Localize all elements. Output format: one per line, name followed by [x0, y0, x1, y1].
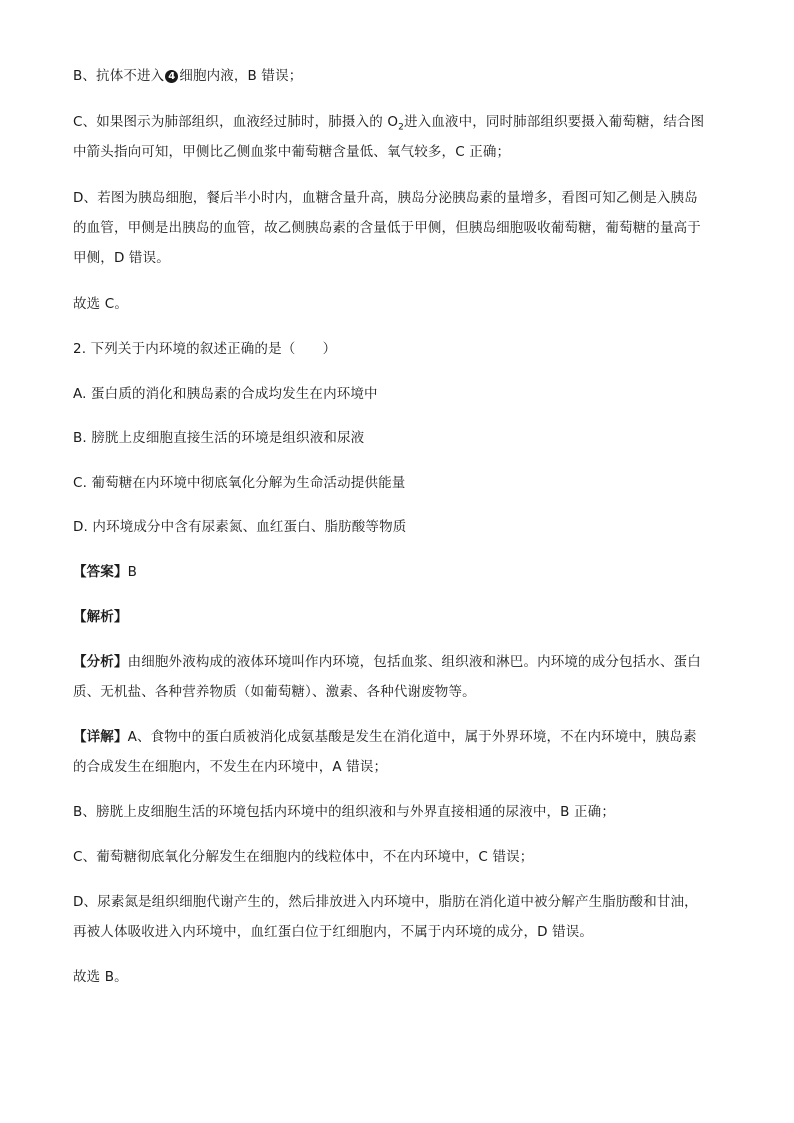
answer-value: B [127, 564, 138, 580]
text-line: 【详解】A、食物中的蛋白质被消化成氨基酸是发生在消化道中，属于外界环境，不在内环境中，胰岛素 [73, 729, 697, 745]
text-line: B、膀胱上皮细胞生活的环境包括内环境中的组织液和与外界直接相通的尿液中，B 正确； [73, 804, 615, 820]
text-line: 的合成发生在细胞内，不发生在内环境中，A 错误； [73, 759, 388, 775]
text-line: C、葡萄糖彻底氧化分解发生在细胞内的线粒体中，不在内环境中，C 错误； [73, 849, 534, 865]
text-line: 【分析】由细胞外液构成的液体环境叫作内环境，包括血浆、组织液和淋巴。内环境的成分包括水、蛋白 [73, 654, 701, 670]
text-line: 质、无机盐、各种营养物质（如葡萄糖）、激素、各种代谢废物等。 [73, 684, 476, 700]
option-c: C. 葡萄糖在内环境中彻底氧化分解为生命活动提供能量 [73, 475, 406, 491]
circled-number: 4 [165, 70, 178, 83]
text-line: B、抗体不进入 4 细胞内液，B 错误； [73, 68, 303, 84]
answer-tag: 【答案】 [73, 564, 128, 580]
text-line: 甲侧，D 错误。 [73, 250, 170, 266]
text-line: 的血管，甲侧是出胰岛的血管，故乙侧胰岛素的含量低于甲侧，但胰岛细胞吸收葡萄糖，葡萄糖的量高于 [73, 220, 701, 236]
text-line: D、尿素氮是组织细胞代谢产生的，然后排放进入内环境中，脂肪在消化道中被分解产生脂肪酸和甘油， [73, 894, 698, 910]
xiangjie-tag: 【详解】 [73, 729, 128, 745]
text-line: 再被人体吸收进入内环境中，血红蛋白位于红细胞内，不属于内环境的成分，D 错误。 [73, 924, 594, 940]
option-d: D. 内环境成分中含有尿素氮、血红蛋白、脂肪酸等物质 [73, 519, 407, 535]
question-stem: 2. 下列关于内环境的叙述正确的是（ ） [73, 341, 337, 357]
text-line: C、如果图示为肺部组织，血液经过肺时，肺摄入的 $O_2$进入血液中，同时肺部组织要摄入葡萄糖，结合图 [73, 114, 705, 133]
analysis-heading: 【解析】 [73, 609, 128, 625]
answer-line [73, 562, 725, 582]
conclusion-line: 故选 B。 [73, 969, 128, 985]
fenxi-tag: 【分析】 [73, 654, 128, 670]
conclusion-line: 故选 C。 [73, 296, 128, 312]
text-line: 中箭头指向可知，甲侧比乙侧血浆中葡萄糖含量低、氧气较多，C 正确； [73, 144, 511, 160]
option-a: A. 蛋白质的消化和胰岛素的合成均发生在内环境中 [73, 386, 378, 402]
subscript: 2 [398, 122, 404, 133]
option-b: B. 膀胱上皮细胞直接生活的环境是组织液和尿液 [73, 430, 365, 446]
text-line: D、若图为胰岛细胞，餐后半小时内，血糖含量升高，胰岛分泌胰岛素的量增多，看图可知乙侧是入胰岛 [73, 190, 698, 206]
